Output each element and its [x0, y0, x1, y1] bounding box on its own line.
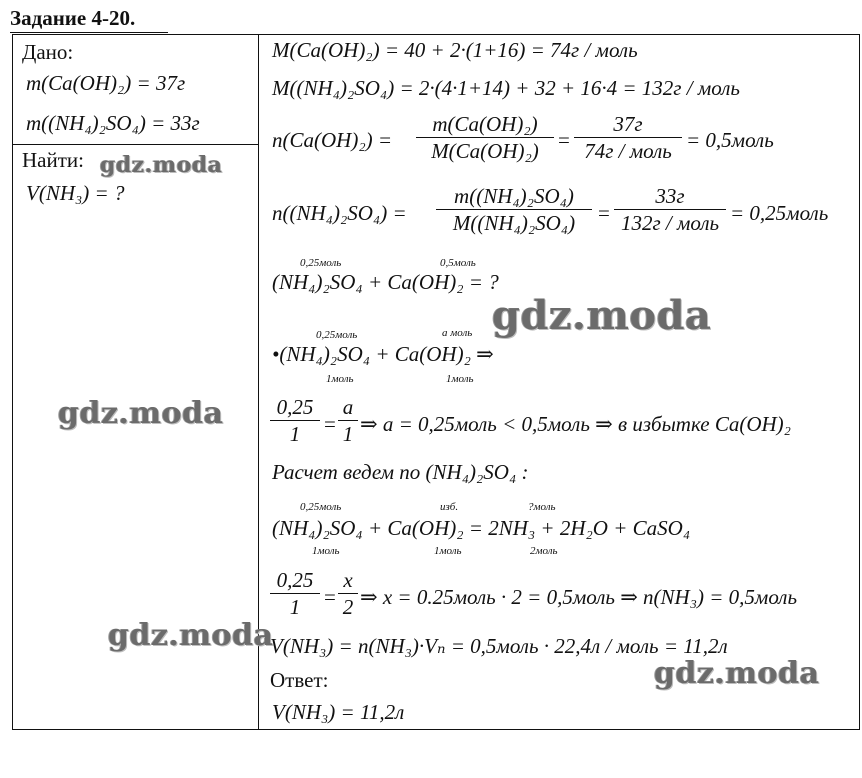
mol-annotation: 1моль — [434, 545, 462, 557]
answer-value: V(NH₃) = 11,2л — [272, 700, 405, 724]
equals-sign: = — [324, 412, 336, 436]
fraction-denominator: 74г / моль — [584, 139, 672, 163]
given-find-divider — [12, 144, 259, 145]
reaction-question: (NH₄)₂SO₄ + Ca(OH)₂ = ? — [272, 270, 499, 294]
calc-by-text: Расчет ведем по (NH₄)₂SO₄ : — [272, 460, 529, 484]
proportion-a-text: ⇒ a = 0,25моль < 0,5моль ⇒ в избытке Ca(OH)₂ — [360, 412, 791, 436]
mol-annotation: 0,25моль — [316, 329, 358, 341]
given-heading: Дано: — [22, 40, 74, 64]
mol-annotation: 1моль — [312, 545, 340, 557]
n-nh4so4-result: = 0,25моль — [730, 201, 829, 225]
fraction-denominator: 2 — [342, 595, 354, 619]
n-nh4so4-lhs: n((NH₄)₂SO₄) = — [272, 201, 407, 225]
equals-sign: = — [558, 128, 570, 152]
fraction-numerator: 0,25 — [276, 395, 314, 419]
fraction-denominator: M((NH₄)₂SO₄) — [452, 211, 576, 235]
reaction-arrow: •(NH₄)₂SO₄ + Ca(OH)₂ ⇒ — [272, 342, 494, 366]
watermark: gdz.moda — [654, 656, 820, 691]
mol-annotation: 0,5моль — [440, 257, 476, 269]
mol-annotation: 2моль — [530, 545, 558, 557]
fraction-denominator: 1 — [342, 422, 354, 446]
fraction-numerator: a — [342, 395, 354, 419]
equals-sign: = — [324, 585, 336, 609]
watermark: gdz.moda — [492, 292, 712, 339]
fraction-denominator: 1 — [289, 595, 301, 619]
n-caoh2-result: = 0,5моль — [686, 128, 774, 152]
fraction-denominator: M(Ca(OH)₂) — [431, 139, 539, 163]
fraction-denominator: 132г / моль — [620, 211, 720, 235]
n-caoh2-lhs: n(Ca(OH)₂) = — [272, 128, 393, 152]
title-underline — [10, 32, 168, 33]
watermark: gdz.moda — [108, 618, 274, 653]
find-question: V(NH₃) = ? — [26, 181, 125, 205]
watermark: gdz.moda — [100, 152, 223, 178]
n-caoh2-fraction-2 — [574, 114, 682, 162]
equals-sign: = — [598, 201, 610, 225]
n-caoh2-fraction-1 — [416, 114, 554, 162]
task-title: Задание 4-20. — [10, 6, 136, 30]
mol-annotation: ?моль — [528, 501, 556, 513]
watermark: gdz.moda — [58, 396, 224, 431]
n-nh4so4-fraction-1 — [436, 186, 592, 234]
fraction-numerator: x — [343, 568, 353, 592]
proportion-x-fraction-1 — [270, 570, 320, 618]
proportion-x-fraction-2 — [338, 570, 358, 618]
molar-mass-nh4so4: M((NH₄)₂SO₄) = 2·(4·1+14) + 32 + 16·4 = 132г / моль — [272, 76, 740, 100]
mol-annotation: 1моль — [446, 373, 474, 385]
molar-mass-caoh2: M(Ca(OH)₂) = 40 + 2·(1+16) = 74г / моль — [272, 38, 638, 62]
fraction-denominator: 1 — [289, 422, 301, 446]
mol-annotation: a моль — [442, 327, 473, 339]
proportion-a-fraction-1 — [270, 397, 320, 445]
proportion-x-text: ⇒ x = 0.25моль · 2 = 0,5моль ⇒ n(NH₃) = 0,5моль — [360, 585, 798, 609]
fraction-numerator: m((NH₄)₂SO₄) — [454, 184, 574, 208]
mol-annotation: 0,25моль — [300, 501, 342, 513]
find-heading: Найти: — [22, 148, 84, 172]
proportion-a-fraction-2 — [338, 397, 358, 445]
mol-annotation: изб. — [440, 501, 459, 513]
mol-annotation: 1моль — [326, 373, 354, 385]
fraction-numerator: m(Ca(OH)₂) — [432, 112, 538, 136]
volume-calc: V(NH₃) = n(NH₃)·Vₙ = 0,5моль · 22,4л / моль = 11,2л — [270, 634, 728, 658]
n-nh4so4-fraction-2 — [614, 186, 726, 234]
mol-annotation: 0,25моль — [300, 257, 342, 269]
full-reaction: (NH₄)₂SO₄ + Ca(OH)₂ = 2NH₃ + 2H₂O + CaSO₄ — [272, 516, 691, 540]
fraction-numerator: 0,25 — [276, 568, 314, 592]
given-item: m(Ca(OH)₂) = 37г — [26, 71, 186, 95]
given-item: m((NH₄)₂SO₄) = 33г — [26, 111, 200, 135]
answer-heading: Ответ: — [270, 668, 329, 692]
fraction-numerator: 37г — [613, 112, 643, 136]
fraction-numerator: 33г — [655, 184, 685, 208]
